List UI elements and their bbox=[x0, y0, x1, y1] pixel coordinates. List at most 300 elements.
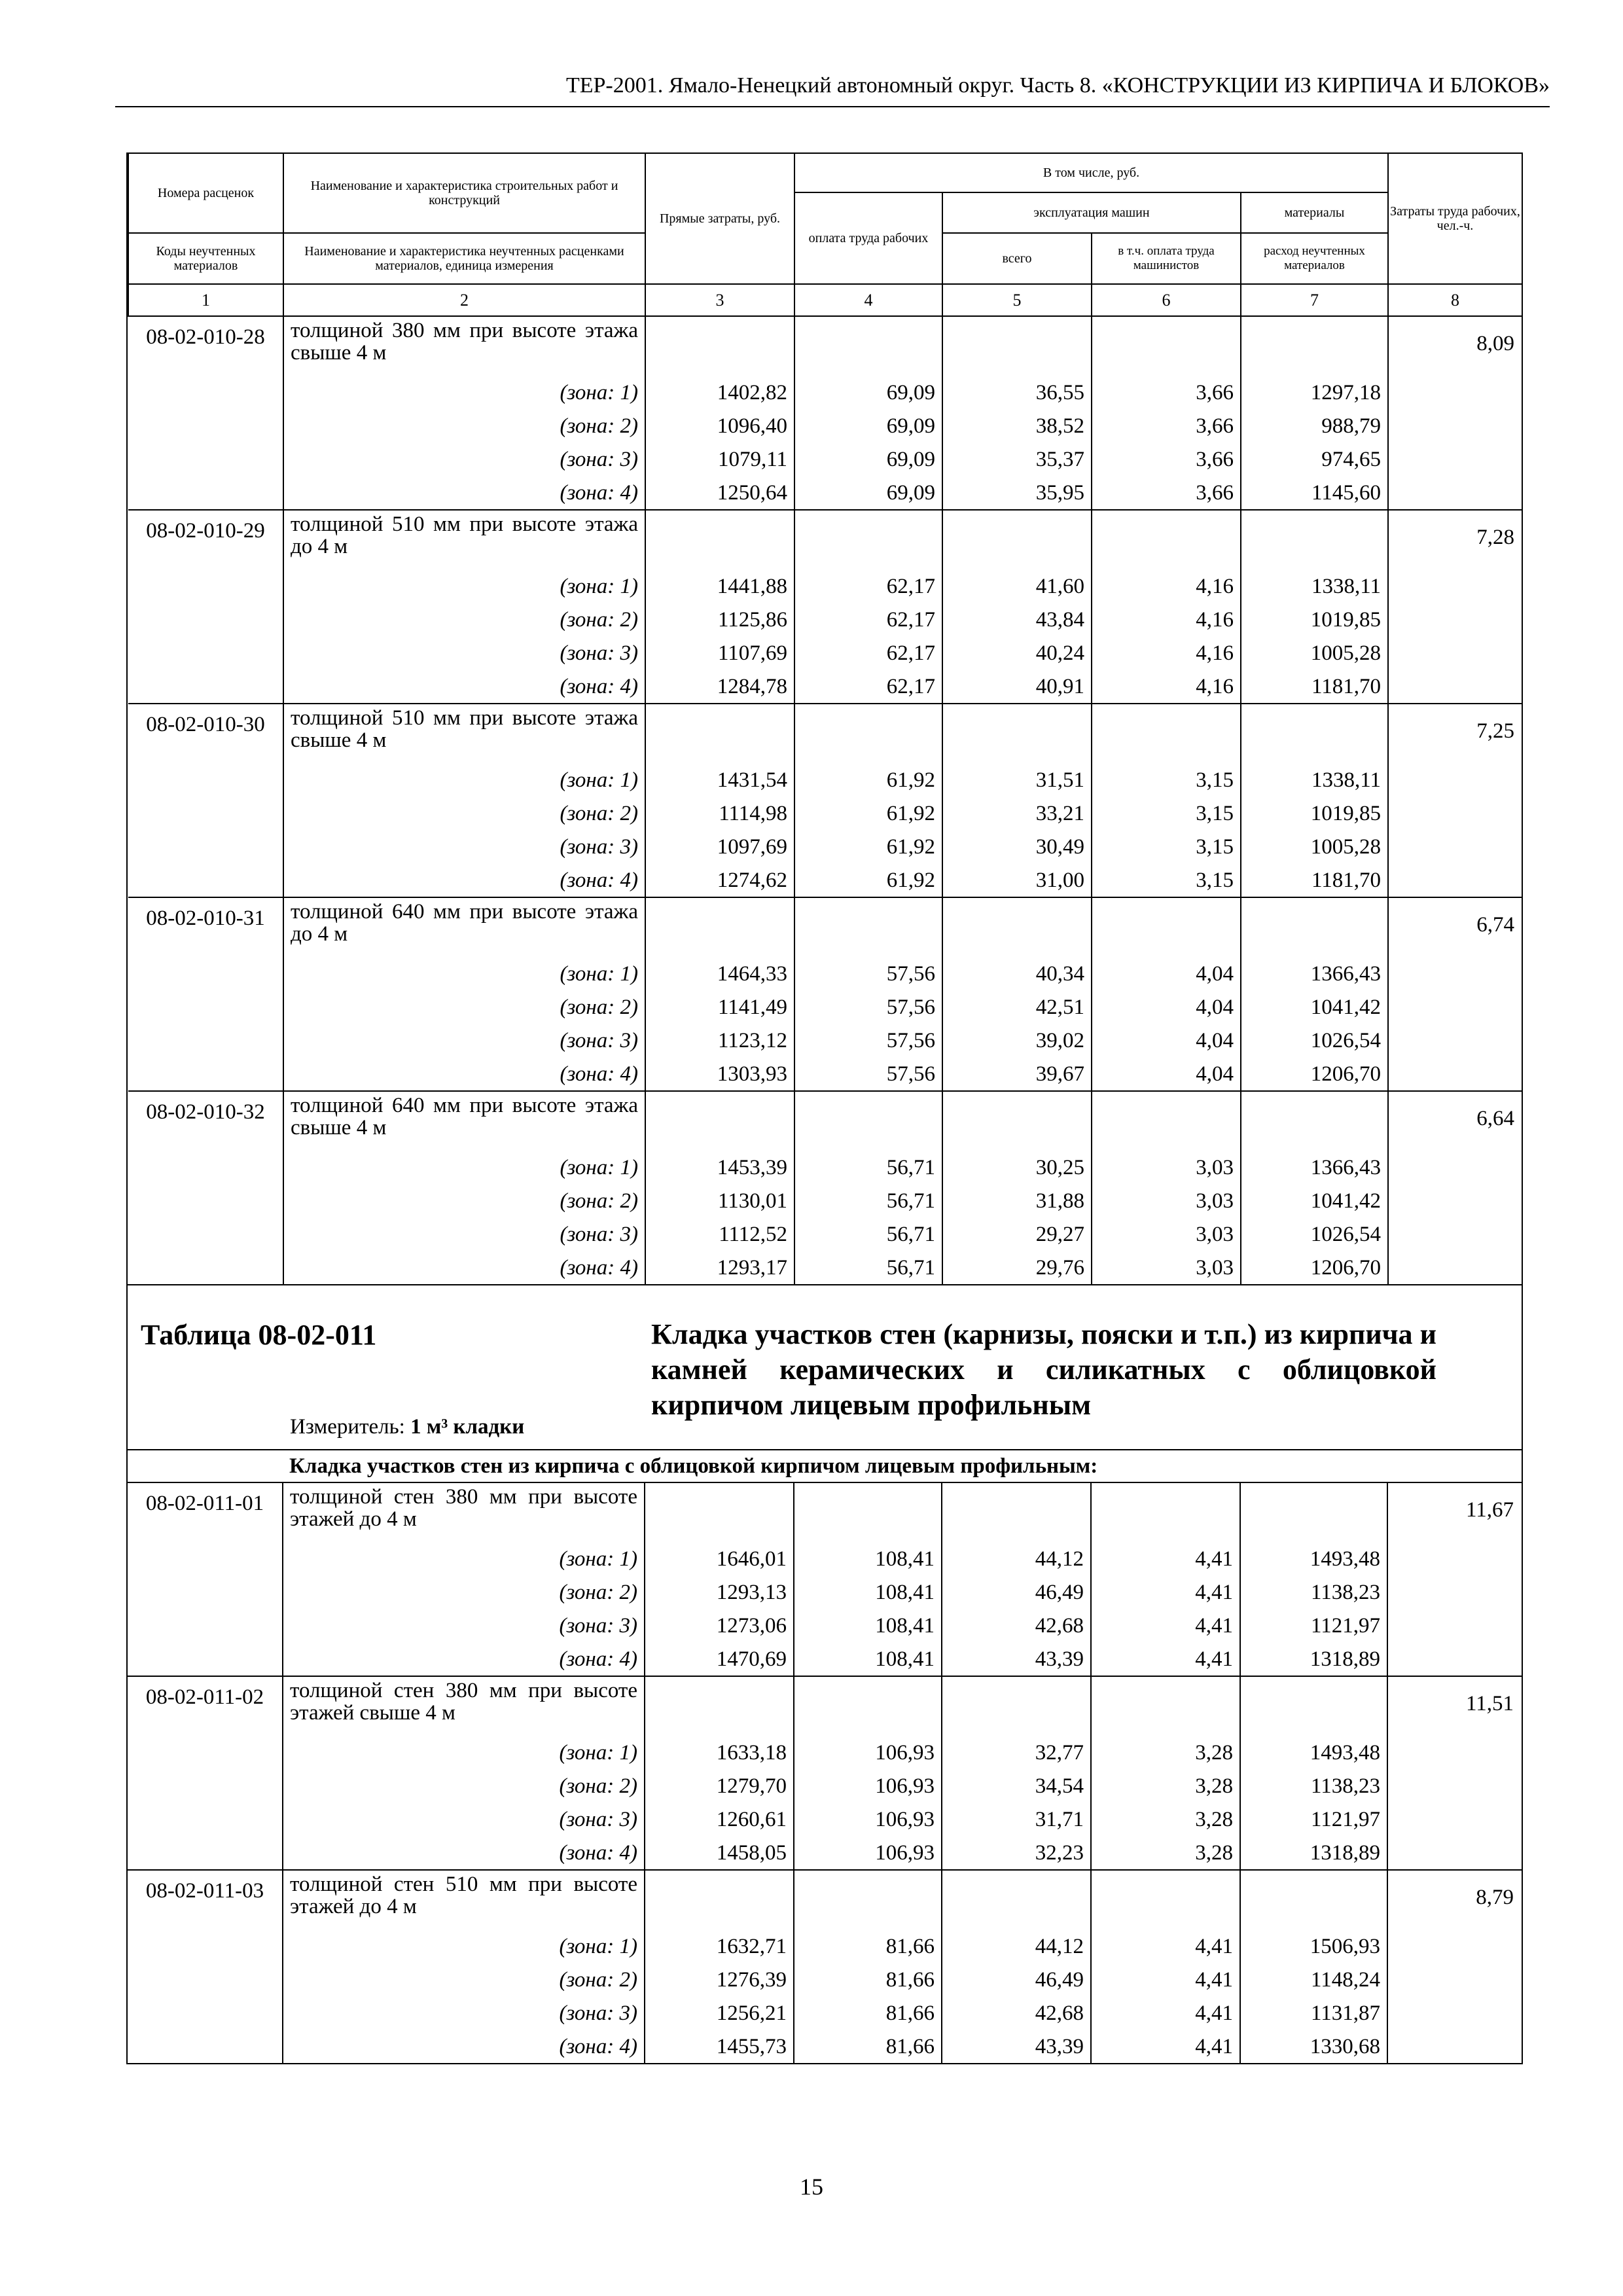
machines-total: 32,23 bbox=[942, 1836, 1091, 1870]
zone-label: (зона: 2) bbox=[283, 1963, 645, 1996]
zone-label: (зона: 4) bbox=[283, 1251, 645, 1284]
direct-cost: 1632,71 bbox=[645, 1929, 794, 1963]
machinist-pay: 4,41 bbox=[1091, 1575, 1240, 1609]
machinist-pay: 4,41 bbox=[1091, 2030, 1240, 2063]
zone-label: (зона: 4) bbox=[283, 1057, 645, 1091]
column-number: 6 bbox=[1092, 284, 1241, 316]
machines-total: 39,67 bbox=[942, 1057, 1092, 1091]
zone-label: (зона: 3) bbox=[283, 1803, 645, 1836]
header-col4: оплата труда рабочих bbox=[794, 192, 942, 284]
worker-pay: 56,71 bbox=[794, 1184, 942, 1217]
empty-cell bbox=[942, 1676, 1091, 1736]
empty-cell bbox=[794, 1091, 942, 1151]
zone-label: (зона: 2) bbox=[283, 409, 645, 442]
worker-pay: 69,09 bbox=[794, 409, 942, 442]
empty-cell bbox=[942, 316, 1092, 376]
materials-cost: 1366,43 bbox=[1241, 1151, 1388, 1184]
worker-pay: 62,17 bbox=[794, 670, 942, 704]
header-col8: Затраты труда рабочих, чел.-ч. bbox=[1388, 153, 1522, 284]
table-number: Таблица 08-02-011 bbox=[141, 1319, 377, 1351]
materials-cost: 1206,70 bbox=[1241, 1251, 1388, 1284]
worker-pay: 69,09 bbox=[794, 476, 942, 510]
direct-cost: 1250,64 bbox=[645, 476, 794, 510]
empty-cell bbox=[645, 316, 794, 376]
zone-row bbox=[128, 2030, 1522, 2063]
machines-total: 35,37 bbox=[942, 442, 1092, 476]
empty-cell bbox=[1240, 1870, 1387, 1929]
direct-cost: 1096,40 bbox=[645, 409, 794, 442]
zone-row bbox=[128, 1736, 1522, 1769]
zone-label: (зона: 2) bbox=[283, 1184, 645, 1217]
rate-entry-title-row bbox=[128, 1482, 1522, 1542]
rate-code: 08-02-010-28 bbox=[128, 316, 283, 510]
machinist-pay: 4,41 bbox=[1091, 1996, 1240, 2030]
machinist-pay: 4,04 bbox=[1092, 957, 1241, 990]
machinist-pay: 3,66 bbox=[1092, 442, 1241, 476]
materials-cost: 1330,68 bbox=[1240, 2030, 1387, 2063]
empty-cell bbox=[1241, 510, 1388, 569]
machines-total: 41,60 bbox=[942, 569, 1092, 603]
machines-total: 40,24 bbox=[942, 636, 1092, 670]
zone-row bbox=[128, 409, 1522, 442]
rate-entry-title-row bbox=[128, 1870, 1522, 1929]
empty-cell bbox=[645, 510, 794, 569]
machinist-pay: 4,41 bbox=[1091, 1642, 1240, 1676]
column-number: 3 bbox=[645, 284, 794, 316]
zone-row bbox=[128, 603, 1522, 636]
materials-cost: 1297,18 bbox=[1241, 376, 1388, 409]
direct-cost: 1402,82 bbox=[645, 376, 794, 409]
machines-total: 36,55 bbox=[942, 376, 1092, 409]
materials-cost: 1493,48 bbox=[1240, 1542, 1387, 1575]
zone-row bbox=[128, 376, 1522, 409]
rate-code: 08-02-011-01 bbox=[128, 1482, 283, 1676]
worker-pay: 81,66 bbox=[794, 1963, 942, 1996]
materials-cost: 1366,43 bbox=[1241, 957, 1388, 990]
direct-cost: 1303,93 bbox=[645, 1057, 794, 1091]
worker-pay: 57,56 bbox=[794, 990, 942, 1024]
zone-row bbox=[128, 957, 1522, 990]
materials-cost: 988,79 bbox=[1241, 409, 1388, 442]
direct-cost: 1646,01 bbox=[645, 1542, 794, 1575]
header-materials: материалы bbox=[1241, 192, 1388, 233]
machines-total: 31,51 bbox=[942, 763, 1092, 797]
rates-table bbox=[128, 152, 1523, 1284]
machines-total: 46,49 bbox=[942, 1963, 1091, 1996]
zone-row bbox=[128, 990, 1522, 1024]
empty-cell bbox=[645, 1091, 794, 1151]
zone-label: (зона: 4) bbox=[283, 1642, 645, 1676]
worker-pay: 61,92 bbox=[794, 863, 942, 897]
running-header: ТЕР-2001. Ямало-Ненецкий автономный округ. Часть 8. «КОНСТРУКЦИИ ИЗ КИРПИЧА И БЛОКОВ» bbox=[115, 65, 1550, 107]
direct-cost: 1273,06 bbox=[645, 1609, 794, 1642]
machines-total: 30,25 bbox=[942, 1151, 1092, 1184]
direct-cost: 1123,12 bbox=[645, 1024, 794, 1057]
zone-label: (зона: 4) bbox=[283, 863, 645, 897]
direct-cost: 1276,39 bbox=[645, 1963, 794, 1996]
worker-pay: 61,92 bbox=[794, 797, 942, 830]
labor-cost: 11,51 bbox=[1387, 1676, 1522, 1870]
labor-cost: 7,28 bbox=[1388, 510, 1522, 704]
header-machines: эксплуатация машин bbox=[942, 192, 1241, 233]
direct-cost: 1470,69 bbox=[645, 1642, 794, 1676]
empty-cell bbox=[942, 1870, 1091, 1929]
worker-pay: 57,56 bbox=[794, 1024, 942, 1057]
direct-cost: 1293,13 bbox=[645, 1575, 794, 1609]
empty-cell bbox=[794, 704, 942, 763]
empty-cell bbox=[1241, 1091, 1388, 1151]
machines-total: 34,54 bbox=[942, 1769, 1091, 1803]
worker-pay: 56,71 bbox=[794, 1217, 942, 1251]
zone-row bbox=[128, 1836, 1522, 1870]
direct-cost: 1130,01 bbox=[645, 1184, 794, 1217]
machines-total: 44,12 bbox=[942, 1929, 1091, 1963]
zone-row bbox=[128, 763, 1522, 797]
materials-cost: 1338,11 bbox=[1241, 763, 1388, 797]
zone-label: (зона: 1) bbox=[283, 569, 645, 603]
empty-cell bbox=[645, 897, 794, 957]
worker-pay: 56,71 bbox=[794, 1151, 942, 1184]
labor-cost: 6,64 bbox=[1388, 1091, 1522, 1284]
table-body-010 bbox=[128, 316, 1522, 1284]
materials-cost: 1005,28 bbox=[1241, 636, 1388, 670]
machinist-pay: 4,16 bbox=[1092, 603, 1241, 636]
direct-cost: 1125,86 bbox=[645, 603, 794, 636]
worker-pay: 81,66 bbox=[794, 2030, 942, 2063]
materials-cost: 1138,23 bbox=[1240, 1575, 1387, 1609]
machinist-pay: 3,03 bbox=[1092, 1184, 1241, 1217]
zone-row bbox=[128, 476, 1522, 510]
empty-cell bbox=[1091, 1870, 1240, 1929]
direct-cost: 1455,73 bbox=[645, 2030, 794, 2063]
zone-row bbox=[128, 1929, 1522, 1963]
machines-total: 42,68 bbox=[942, 1609, 1091, 1642]
zone-label: (зона: 1) bbox=[283, 1542, 645, 1575]
rate-code: 08-02-011-02 bbox=[128, 1676, 283, 1870]
measure-prefix: Измеритель: bbox=[290, 1415, 411, 1439]
worker-pay: 61,92 bbox=[794, 763, 942, 797]
zone-label: (зона: 3) bbox=[283, 830, 645, 863]
machinist-pay: 4,16 bbox=[1092, 569, 1241, 603]
worker-pay: 108,41 bbox=[794, 1575, 942, 1609]
rate-entry-title-row bbox=[128, 704, 1522, 763]
worker-pay: 56,71 bbox=[794, 1251, 942, 1284]
machinist-pay: 3,28 bbox=[1091, 1736, 1240, 1769]
machines-total: 33,21 bbox=[942, 797, 1092, 830]
rate-entry-title-row bbox=[128, 1676, 1522, 1736]
zone-label: (зона: 1) bbox=[283, 1929, 645, 1963]
rates-table-011 bbox=[128, 1284, 1522, 2063]
machines-total: 46,49 bbox=[942, 1575, 1091, 1609]
zone-label: (зона: 4) bbox=[283, 670, 645, 704]
zone-label: (зона: 3) bbox=[283, 1996, 645, 2030]
table-body-011 bbox=[128, 1482, 1522, 2063]
zone-row bbox=[128, 1542, 1522, 1575]
materials-cost: 1145,60 bbox=[1241, 476, 1388, 510]
machines-total: 35,95 bbox=[942, 476, 1092, 510]
worker-pay: 61,92 bbox=[794, 830, 942, 863]
zone-label: (зона: 3) bbox=[283, 1024, 645, 1057]
empty-cell bbox=[1241, 316, 1388, 376]
direct-cost: 1097,69 bbox=[645, 830, 794, 863]
empty-cell bbox=[1240, 1482, 1387, 1542]
machinist-pay: 3,15 bbox=[1092, 763, 1241, 797]
header-col2-bottom: Наименование и характеристика неучтенных расценками материалов, единица измерения bbox=[283, 233, 645, 284]
zone-label: (зона: 3) bbox=[283, 442, 645, 476]
worker-pay: 108,41 bbox=[794, 1542, 942, 1575]
direct-cost: 1453,39 bbox=[645, 1151, 794, 1184]
empty-cell bbox=[942, 510, 1092, 569]
labor-cost: 11,67 bbox=[1387, 1482, 1522, 1676]
materials-cost: 1005,28 bbox=[1241, 830, 1388, 863]
machinist-pay: 3,66 bbox=[1092, 476, 1241, 510]
zone-row bbox=[128, 863, 1522, 897]
measure-line bbox=[290, 1415, 524, 1439]
zone-row bbox=[128, 1151, 1522, 1184]
empty-cell bbox=[794, 1676, 942, 1736]
machines-total: 31,00 bbox=[942, 863, 1092, 897]
worker-pay: 57,56 bbox=[794, 957, 942, 990]
materials-cost: 1181,70 bbox=[1241, 863, 1388, 897]
empty-cell bbox=[1241, 897, 1388, 957]
zone-label: (зона: 2) bbox=[283, 797, 645, 830]
empty-cell bbox=[794, 1870, 942, 1929]
materials-cost: 1026,54 bbox=[1241, 1024, 1388, 1057]
empty-cell bbox=[1092, 510, 1241, 569]
header-col1-bottom: Коды неучтенных материалов bbox=[128, 233, 283, 284]
empty-cell bbox=[1092, 704, 1241, 763]
materials-cost: 1148,24 bbox=[1240, 1963, 1387, 1996]
rate-entry-title-row bbox=[128, 897, 1522, 957]
worker-pay: 106,93 bbox=[794, 1836, 942, 1870]
zone-row bbox=[128, 1996, 1522, 2030]
machines-total: 43,39 bbox=[942, 1642, 1091, 1676]
work-description: толщиной 380 мм при высоте этажа свыше 4 м bbox=[283, 316, 645, 376]
empty-cell bbox=[942, 897, 1092, 957]
direct-cost: 1633,18 bbox=[645, 1736, 794, 1769]
zone-row bbox=[128, 1251, 1522, 1284]
machinist-pay: 3,15 bbox=[1092, 830, 1241, 863]
direct-cost: 1112,52 bbox=[645, 1217, 794, 1251]
zone-row bbox=[128, 1642, 1522, 1676]
column-number: 1 bbox=[128, 284, 283, 316]
direct-cost: 1141,49 bbox=[645, 990, 794, 1024]
materials-cost: 1338,11 bbox=[1241, 569, 1388, 603]
direct-cost: 1431,54 bbox=[645, 763, 794, 797]
zone-label: (зона: 1) bbox=[283, 957, 645, 990]
materials-cost: 1493,48 bbox=[1240, 1736, 1387, 1769]
direct-cost: 1441,88 bbox=[645, 569, 794, 603]
zone-label: (зона: 4) bbox=[283, 476, 645, 510]
labor-cost: 8,09 bbox=[1388, 316, 1522, 510]
materials-cost: 1121,97 bbox=[1240, 1803, 1387, 1836]
rate-code: 08-02-010-30 bbox=[128, 704, 283, 897]
zone-label: (зона: 3) bbox=[283, 1217, 645, 1251]
machinist-pay: 3,15 bbox=[1092, 863, 1241, 897]
labor-cost: 8,79 bbox=[1387, 1870, 1522, 2063]
machines-total: 42,51 bbox=[942, 990, 1092, 1024]
rate-entry-title-row bbox=[128, 1091, 1522, 1151]
machinist-pay: 4,16 bbox=[1092, 636, 1241, 670]
machines-total: 43,39 bbox=[942, 2030, 1091, 2063]
zone-row bbox=[128, 442, 1522, 476]
column-number: 7 bbox=[1241, 284, 1388, 316]
rate-entry-title-row bbox=[128, 510, 1522, 569]
worker-pay: 57,56 bbox=[794, 1057, 942, 1091]
zone-row bbox=[128, 1024, 1522, 1057]
zone-label: (зона: 4) bbox=[283, 1836, 645, 1870]
machines-total: 31,88 bbox=[942, 1184, 1092, 1217]
machines-total: 29,76 bbox=[942, 1251, 1092, 1284]
worker-pay: 81,66 bbox=[794, 1929, 942, 1963]
empty-cell bbox=[794, 1482, 942, 1542]
worker-pay: 106,93 bbox=[794, 1736, 942, 1769]
empty-cell bbox=[645, 1676, 794, 1736]
table-title: Кладка участков стен (карнизы, пояски и т.п.) из кирпича и камней керамических и силикатных с облицовкой кирпичом лицевым профильным bbox=[651, 1318, 1436, 1421]
rate-code: 08-02-011-03 bbox=[128, 1870, 283, 2063]
header-col3: Прямые затраты, руб. bbox=[645, 153, 794, 284]
zone-row bbox=[128, 1963, 1522, 1996]
empty-cell bbox=[1240, 1676, 1387, 1736]
zone-row bbox=[128, 1769, 1522, 1803]
header-col2-top: Наименование и характеристика строительных работ и конструкций bbox=[283, 153, 645, 233]
machinist-pay: 3,03 bbox=[1092, 1151, 1241, 1184]
column-number: 8 bbox=[1388, 284, 1522, 316]
zone-label: (зона: 1) bbox=[283, 1151, 645, 1184]
machinist-pay: 4,04 bbox=[1092, 1024, 1241, 1057]
empty-cell bbox=[1092, 316, 1241, 376]
zone-row bbox=[128, 1057, 1522, 1091]
machinist-pay: 3,28 bbox=[1091, 1769, 1240, 1803]
work-description: толщиной 510 мм при высоте этажа до 4 м bbox=[283, 510, 645, 569]
zone-row bbox=[128, 569, 1522, 603]
machinist-pay: 3,03 bbox=[1092, 1251, 1241, 1284]
machines-total: 39,02 bbox=[942, 1024, 1092, 1057]
zone-row bbox=[128, 1609, 1522, 1642]
zone-row bbox=[128, 1217, 1522, 1251]
zone-label: (зона: 2) bbox=[283, 1769, 645, 1803]
section-heading: Кладка участков стен из кирпича с облицовкой кирпичом лицевым профильным: bbox=[283, 1450, 1522, 1482]
materials-cost: 1506,93 bbox=[1240, 1929, 1387, 1963]
machinist-pay: 3,66 bbox=[1092, 409, 1241, 442]
direct-cost: 1284,78 bbox=[645, 670, 794, 704]
work-description: толщиной стен 510 мм при высоте этажей до 4 м bbox=[283, 1870, 645, 1929]
zone-row bbox=[128, 1184, 1522, 1217]
zone-label: (зона: 3) bbox=[283, 1609, 645, 1642]
materials-cost: 1138,23 bbox=[1240, 1769, 1387, 1803]
zone-row bbox=[128, 636, 1522, 670]
machinist-pay: 4,04 bbox=[1092, 990, 1241, 1024]
materials-cost: 1041,42 bbox=[1241, 990, 1388, 1024]
header-col6: в т.ч. оплата труда машинистов bbox=[1092, 233, 1241, 284]
materials-cost: 1318,89 bbox=[1240, 1836, 1387, 1870]
worker-pay: 81,66 bbox=[794, 1996, 942, 2030]
empty-cell bbox=[645, 1870, 794, 1929]
worker-pay: 108,41 bbox=[794, 1609, 942, 1642]
zone-row bbox=[128, 670, 1522, 704]
direct-cost: 1293,17 bbox=[645, 1251, 794, 1284]
materials-cost: 1318,89 bbox=[1240, 1642, 1387, 1676]
materials-cost: 1019,85 bbox=[1241, 797, 1388, 830]
machines-total: 42,68 bbox=[942, 1996, 1091, 2030]
empty-cell bbox=[942, 704, 1092, 763]
worker-pay: 69,09 bbox=[794, 376, 942, 409]
machinist-pay: 3,66 bbox=[1092, 376, 1241, 409]
machines-total: 38,52 bbox=[942, 409, 1092, 442]
empty-cell bbox=[645, 704, 794, 763]
empty-cell bbox=[1241, 704, 1388, 763]
rate-code: 08-02-010-29 bbox=[128, 510, 283, 704]
direct-cost: 1274,62 bbox=[645, 863, 794, 897]
machinist-pay: 4,41 bbox=[1091, 1609, 1240, 1642]
zone-label: (зона: 1) bbox=[283, 1736, 645, 1769]
header-incl: В том числе, руб. bbox=[794, 153, 1388, 192]
machinist-pay: 4,04 bbox=[1092, 1057, 1241, 1091]
direct-cost: 1114,98 bbox=[645, 797, 794, 830]
machines-total: 30,49 bbox=[942, 830, 1092, 863]
zone-row bbox=[128, 830, 1522, 863]
machinist-pay: 3,03 bbox=[1092, 1217, 1241, 1251]
empty-cell bbox=[1091, 1482, 1240, 1542]
worker-pay: 69,09 bbox=[794, 442, 942, 476]
zone-row bbox=[128, 1575, 1522, 1609]
work-description: толщиной 510 мм при высоте этажа свыше 4 м bbox=[283, 704, 645, 763]
materials-cost: 1121,97 bbox=[1240, 1609, 1387, 1642]
machinist-pay: 4,16 bbox=[1092, 670, 1241, 704]
header-col7: расход неучтенных материалов bbox=[1241, 233, 1388, 284]
work-description: толщиной стен 380 мм при высоте этажей до 4 м bbox=[283, 1482, 645, 1542]
machinist-pay: 4,41 bbox=[1091, 1963, 1240, 1996]
empty-cell bbox=[942, 1091, 1092, 1151]
zone-row bbox=[128, 797, 1522, 830]
direct-cost: 1464,33 bbox=[645, 957, 794, 990]
empty-cell bbox=[1092, 897, 1241, 957]
worker-pay: 106,93 bbox=[794, 1803, 942, 1836]
direct-cost: 1260,61 bbox=[645, 1803, 794, 1836]
empty-cell bbox=[1092, 1091, 1241, 1151]
materials-cost: 1041,42 bbox=[1241, 1184, 1388, 1217]
direct-cost: 1458,05 bbox=[645, 1836, 794, 1870]
work-description: толщиной стен 380 мм при высоте этажей свыше 4 м bbox=[283, 1676, 645, 1736]
rate-entry-title-row bbox=[128, 316, 1522, 376]
direct-cost: 1079,11 bbox=[645, 442, 794, 476]
worker-pay: 108,41 bbox=[794, 1642, 942, 1676]
machines-total: 44,12 bbox=[942, 1542, 1091, 1575]
empty-cell bbox=[794, 316, 942, 376]
direct-cost: 1256,21 bbox=[645, 1996, 794, 2030]
zone-row bbox=[128, 1803, 1522, 1836]
machines-total: 43,84 bbox=[942, 603, 1092, 636]
table-011-heading bbox=[128, 1285, 1522, 1449]
materials-cost: 1019,85 bbox=[1241, 603, 1388, 636]
materials-cost: 1131,87 bbox=[1240, 1996, 1387, 2030]
empty-cell bbox=[942, 1482, 1091, 1542]
worker-pay: 62,17 bbox=[794, 603, 942, 636]
machinist-pay: 3,28 bbox=[1091, 1803, 1240, 1836]
rates-table-frame bbox=[126, 152, 1523, 2064]
header-col5: всего bbox=[942, 233, 1092, 284]
zone-label: (зона: 2) bbox=[283, 1575, 645, 1609]
materials-cost: 1206,70 bbox=[1241, 1057, 1388, 1091]
machinist-pay: 4,41 bbox=[1091, 1929, 1240, 1963]
rate-code: 08-02-010-31 bbox=[128, 897, 283, 1091]
empty-cell bbox=[645, 1482, 794, 1542]
machinist-pay: 4,41 bbox=[1091, 1542, 1240, 1575]
materials-cost: 1026,54 bbox=[1241, 1217, 1388, 1251]
machines-total: 29,27 bbox=[942, 1217, 1092, 1251]
work-description: толщиной 640 мм при высоте этажа свыше 4 м bbox=[283, 1091, 645, 1151]
empty-cell bbox=[794, 510, 942, 569]
